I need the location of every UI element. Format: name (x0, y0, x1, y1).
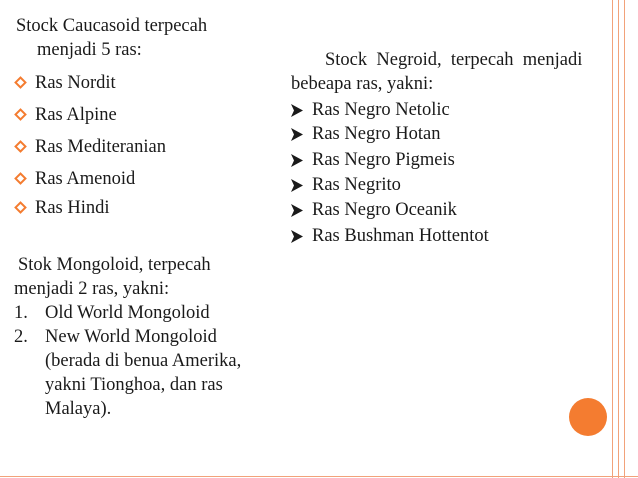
frame-line-bottom (0, 476, 638, 477)
arrowhead-icon (291, 128, 303, 141)
frame-line-right-2 (618, 0, 619, 478)
hollow-diamond-icon (14, 76, 27, 89)
frame-line-right-3 (624, 0, 625, 478)
negroid-intro-line2: bebeapa ras, yakni: (291, 74, 434, 94)
arrowhead-icon (291, 154, 303, 167)
arrowhead-icon (291, 104, 303, 117)
mongoloid-item2-line2: (berada di benua Amerika, (45, 351, 242, 371)
caucasoid-intro-line2: menjadi 5 ras: (37, 40, 142, 60)
hollow-diamond-icon (14, 201, 27, 214)
hollow-diamond-icon (14, 108, 27, 121)
mongoloid-item2-line3: yakni Tionghoa, dan ras (45, 375, 223, 395)
frame-line-right-1 (612, 0, 613, 478)
hollow-diamond-icon (14, 140, 27, 153)
orange-circle-icon (569, 398, 607, 436)
caucasoid-intro-line1: Stock Caucasoid terpecah (16, 16, 208, 36)
negroid-intro-line1: Stock Negroid, terpecah menjadi (325, 50, 583, 70)
mongoloid-intro-line2: menjadi 2 ras, yakni: (14, 279, 170, 299)
arrowhead-icon (291, 179, 303, 192)
arrowhead-icon (291, 230, 303, 243)
arrowhead-icon (291, 204, 303, 217)
mongoloid-intro-line1: Stok Mongoloid, terpecah (18, 255, 211, 275)
slide: Stock Caucasoid terpecah menjadi 5 ras: Ras Nordit Ras Alpine Ras Mediteranian Ras Amenoid Ras Hindi Stok Mongoloid, terpecah menjadi 2 ras, yakni: 1. Old World Mongoloid 2. New World Mongoloid (berada di benua Amerika, yakni Tionghoa, dan ras Malaya). Stock Negroid, terpecah menjadi bebeapa ras, yakni: Ras Negro Netolic Ras Negro Hotan Ras Negro Pigmeis Ras Negrito Ras Negro Oceanik Ras Bushman Hottentot (0, 0, 638, 478)
mongoloid-item2-line4: Malaya). (45, 399, 112, 419)
hollow-diamond-icon (14, 172, 27, 185)
